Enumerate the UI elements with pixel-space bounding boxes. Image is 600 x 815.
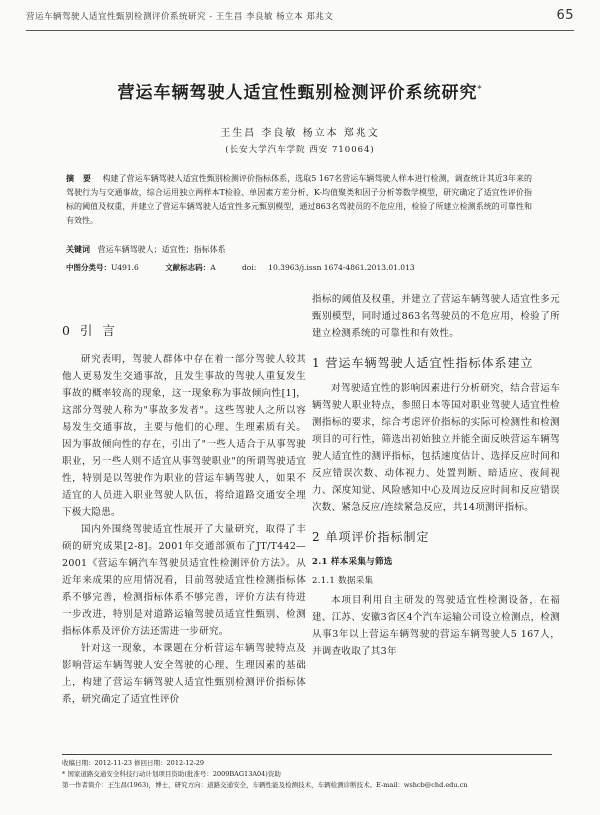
left-column: [62, 322, 306, 708]
paragraph: 国内外围绕驾驶适宜性展开了大量研究，取得了丰硕的研究成果[2-8]。2001年交通部颁布了JT/T442—2001《营运车辆汽车驾驶员适宜性检测评价方法》。从近年来成果的应用情况看，目前驾驶适宜性检测指标体系不够完善，检测指标体系不够完善，评价方法有待进一步改进，特别是对道路运输驾驶员适宜性甄别、检测指标体系及评价方法还需进一步研究。: [62, 524, 306, 637]
abstract: [66, 171, 532, 228]
classification-line: [66, 262, 532, 273]
section-0-heading: 0 引 言: [62, 323, 118, 338]
paragraph: 对驾驶适宜性的影响因素进行分析研究，结合营运车辆驾驶人职业特点，参照日本等国对职业驾驶人适宜性检测指标的要求，综合考虑评价指标的实际可检测性和检测项目的可行性，筛选出初始独立并能全面反映营运车辆驾驶人适宜性的测评指标，包括速度估计、选择反应时间和反应错误次数、动体视力、处置判断、暗适应、夜间视力、深度知觉、风险感知中心及周边反应时间和反应错误次数、紧急反应/连续紧急反应，共14项测评指标。: [312, 383, 560, 513]
doi-value: 10.3963/j.issn 1674-4861.2013.01.013: [268, 263, 415, 272]
keywords-text: 营运车辆驾驶人；适宜性；指标体系: [97, 245, 226, 254]
article-title: [0, 78, 600, 103]
paragraph: 研究表明，驾驶人群体中存在着一部分驾驶人较其他人更易发生交通事故，且发生事故的驾驶人重复发生事故的概率较高的现象，这一现象称为事故倾向性[1]，这部分驾驶人称为"事故多发者"。这些驾驶人之所以容易发生交通事故，主要与他们的心理、生理素质有关。因为事故倾向性的存在，引出了"一些人适合于从事驾驶职业，另一些人则不适宜从事驾驶职业"的所谓驾驶适宜性，特别是以驾驶作为职业的营运车辆驾驶人，如果不适宜的人员进入职业驾驶人队伍，将给道路交通安全埋下极大隐患。: [62, 354, 306, 518]
doc-code-value: A: [210, 263, 216, 272]
paragraph: 针对这一现象，本课题在分析营运车辆驾驶特点及影响营运车辆驾驶人安全驾驶的心理、生理因素的基础上，构建了营运车辆驾驶人适宜性甄别检测评价指标体系，研究确定了适宜性评价: [62, 643, 306, 705]
running-header: [26, 10, 574, 31]
section-1-heading: 1 营运车辆驾驶人适宜性指标体系建立: [312, 356, 534, 370]
footnote-received: 收稿日期：2012-11-23 修回日期：2012-12-29: [62, 759, 205, 767]
doc-code-label: 文献标志码：: [165, 263, 211, 272]
right-column: [312, 291, 560, 660]
keywords: [66, 244, 226, 255]
paragraph: 本项目利用自主研发的驾驶适宜性检测设备，在福建、江苏、安徽3省区4个汽车运输公司设立检测点，检测从事3年以上营运车辆驾驶的营运车辆驾驶人5 167人，并调查收取了其3年: [312, 595, 560, 657]
keywords-label: 关键词: [66, 244, 90, 254]
running-title: 营运车辆驾驶人适宜性甄别检测评价系统研究 - 王生昌 李良敏 杨立本 郑兆文: [26, 12, 334, 22]
title-footnote-mark: *: [477, 84, 483, 94]
paragraph: 指标的阈值及权重，并建立了营运车辆驾驶人适宜性多元甄别模型，同时通过863名驾驶员的不危应用，检验了所建立检测系统的可靠性和有效性。: [312, 294, 560, 339]
abstract-label: 摘 要: [66, 173, 94, 183]
authors: 王生昌 李良敏 杨立本 郑兆文: [220, 128, 380, 139]
footnote-fund: * 国家道路交通安全科技行动计划项目资助(批准号：2009BAG13A04)资助: [62, 770, 281, 778]
footnotes: [62, 754, 552, 791]
affiliation: (长安大学汽车学院 西安 710064): [225, 145, 375, 155]
subsection-2-1-heading: 2.1 样本采集与筛选: [312, 557, 393, 567]
clc-value: U491.6: [111, 263, 139, 272]
title-text: 营运车辆驾驶人适宜性甄别检测评价系统研究: [117, 83, 478, 103]
footnote-author: 第一作者简介：王生昌(1963)，博士，研究方向：道路交通安全，车辆性能及检测技术，车辆检测诊断技术。E-mail：wshcb@chd.edu.cn: [62, 781, 468, 789]
subsection-2-1-1-heading: 2.1.1 数据采集: [312, 576, 374, 586]
section-2-heading: 2 单项评价指标制定: [312, 530, 430, 544]
page-number: 65: [556, 8, 574, 23]
clc-label: 中图分类号：: [66, 263, 111, 272]
abstract-text: 构建了营运车辆驾驶人适宜性甄别检测评价指标体系，选取5 167名营运车辆驾驶人样本进行检测，调查统计其近3年来的驾驶行为与交通事故，综合运用独立两样本T检验、单因素方差分析、K-均值聚类和因子分析等数学模型，研究确定了适宜性评价指标的阈值及权重，并建立了营运车辆驾驶人适宜性多元甄别模型，通过863名驾驶员的不危应用，检验了所建立检测系统的可靠性和有效性。: [66, 174, 532, 225]
doi-label: doi:: [242, 263, 257, 272]
